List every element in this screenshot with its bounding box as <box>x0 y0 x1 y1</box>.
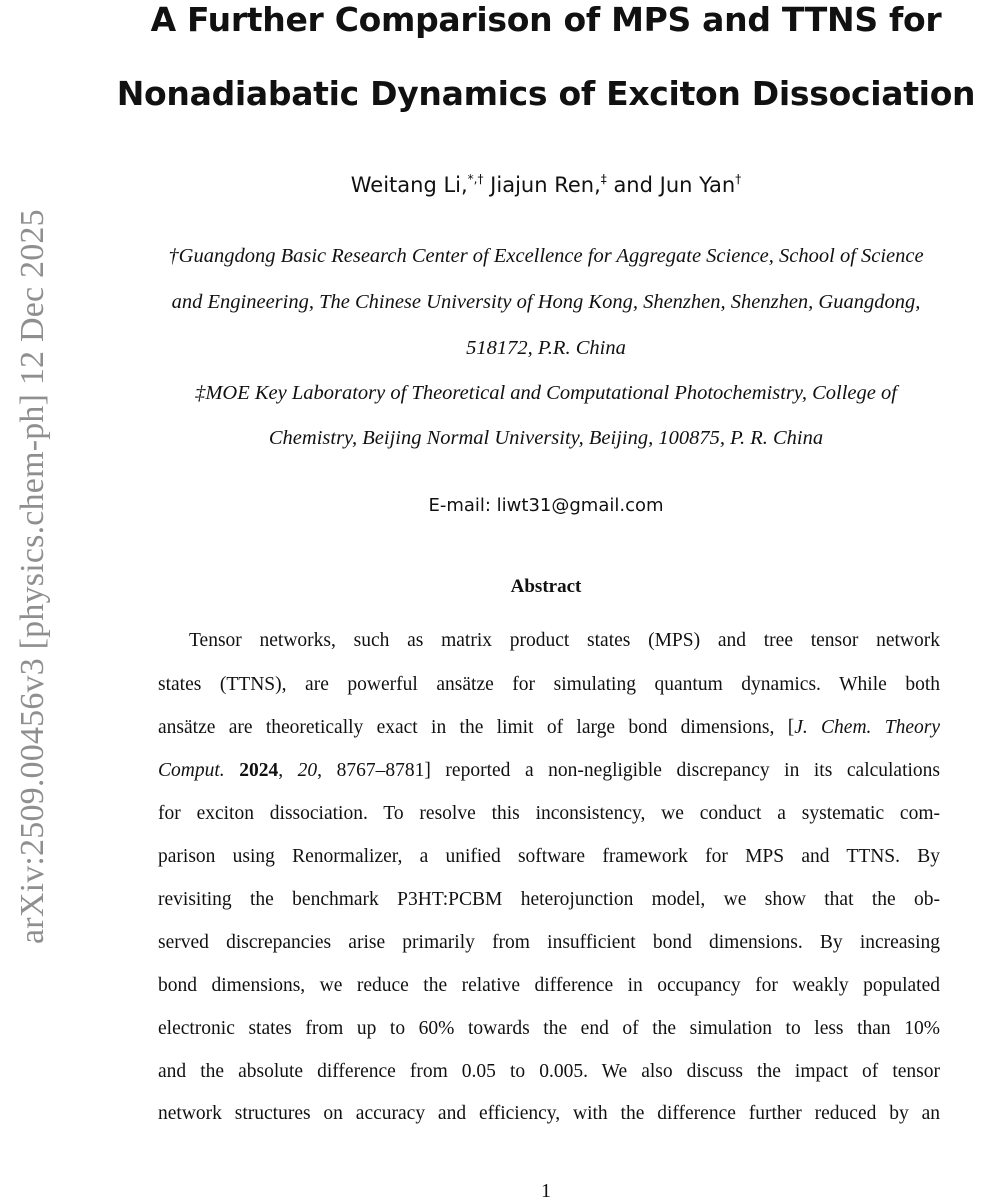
affiliation-line: Chemistry, Beijing Normal University, Beijing, 100875, P. R. China <box>268 427 824 449</box>
abstract-line <box>158 760 940 782</box>
author-affiliation-mark: ‡ <box>600 172 607 186</box>
abstract-line: Tensor networks, such as matrix product states (MPS) and tree tensor network <box>189 630 940 651</box>
abstract-line: electronic states from up to 60% towards the end of the simulation to less than 10% <box>158 1018 940 1039</box>
paper-title-line-2: Nonadiabatic Dynamics of Exciton Dissociation <box>116 74 976 113</box>
author-list <box>100 172 992 197</box>
abstract-text: , <box>278 760 298 781</box>
affiliation-line: and Engineering, The Chinese University of Hong Kong, Shenzhen, Shenzhen, Guangdong, <box>171 291 921 313</box>
citation-volume: 20 <box>297 760 318 781</box>
author-name: Jiajun Ren, <box>483 173 601 197</box>
affiliation-line: †Guangdong Basic Research Center of Excellence for Aggregate Science, School of Science <box>168 245 924 267</box>
abstract-heading: Abstract <box>510 576 582 597</box>
citation-year: 2024 <box>239 760 279 781</box>
affiliation-line: ‡MOE Key Laboratory of Theoretical and Computational Photochemistry, College of <box>195 382 897 404</box>
citation-journal: J. Chem. Theory <box>794 717 940 738</box>
author-affiliation-mark: *,† <box>467 172 484 186</box>
affiliation-line: 518172, P.R. China <box>466 337 626 359</box>
abstract-line: states (TTNS), are powerful ansätze for simulating quantum dynamics. While both <box>158 674 940 695</box>
abstract-line: bond dimensions, we reduce the relative difference in occupancy for weakly populated <box>158 975 940 996</box>
abstract-line: network structures on accuracy and efficiency, with the difference further reduced by an <box>158 1103 940 1124</box>
abstract-line: revisiting the benchmark P3HT:PCBM heterojunction model, we show that the ob- <box>158 889 940 910</box>
abstract-text: ansätze are theoretically exact in the limit of large bond dimensions, [ <box>158 717 795 738</box>
abstract-text <box>225 760 240 781</box>
author-name: Weitang Li, <box>350 173 468 197</box>
arxiv-identifier-stamp: arXiv:2509.00456v3 [physics.chem-ph] 12 Dec 2025 <box>14 209 51 944</box>
abstract-line: parison using Renormalizer, a unified software framework for MPS and TTNS. By <box>158 846 940 867</box>
paper-title-line-1: A Further Comparison of MPS and TTNS for <box>150 0 942 39</box>
citation-journal: Comput. <box>158 760 225 781</box>
page-number: 1 <box>541 1180 551 1202</box>
author-affiliation-mark: † <box>735 172 742 186</box>
abstract-line: for exciton dissociation. To resolve this inconsistency, we conduct a systematic com- <box>158 803 940 824</box>
abstract-line <box>158 717 940 739</box>
abstract-text: , 8767–8781] reported a non-negligible discrepancy in its calculations <box>317 760 941 781</box>
abstract-line: and the absolute difference from 0.05 to 0.005. We also discuss the impact of tensor <box>158 1061 940 1082</box>
author-name: and Jun Yan <box>606 173 736 197</box>
corresponding-email: E-mail: liwt31@gmail.com <box>428 495 664 516</box>
abstract-line: served discrepancies arise primarily from insufficient bond dimensions. By increasing <box>158 932 940 953</box>
